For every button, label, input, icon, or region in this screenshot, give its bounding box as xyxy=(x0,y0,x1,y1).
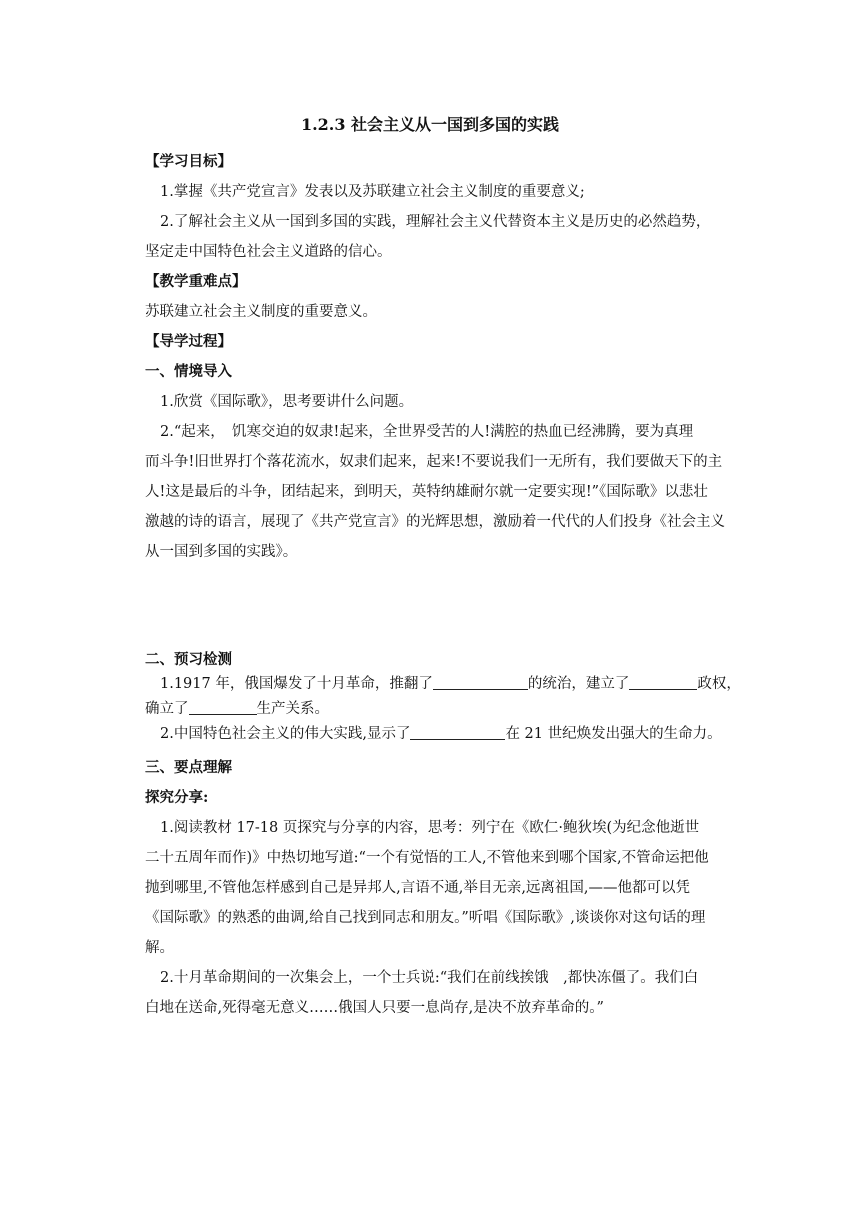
intro-item-2-line-4: 激越的诗的语言，展现了《共产党宣言》的光辉思想，激励着一代代的人们投身《社会主义 xyxy=(145,514,725,530)
document-body xyxy=(145,147,745,1023)
intro-item-2-line-1: 2.“起来， 饥寒交迫的奴隶!起来，全世界受苦的人!满腔的热血已经沸腾，要为真理 xyxy=(160,424,694,440)
key-points-text: 苏联建立社会主义制度的重要意义。 xyxy=(145,304,377,320)
preview-item-2 xyxy=(145,722,745,747)
answer-blank-1[interactable] xyxy=(433,675,528,690)
explore-item-2-line-1: 2.十月革命期间的一次集会上，一个士兵说:“我们在前线挨饿 ,都快冻僵了。我们白 xyxy=(160,970,699,986)
explore-item-1-line-3: 抛到哪里,不管他怎样感到自己是异邦人,言语不通,举目无亲,远离祖国,——他都可以凭 xyxy=(145,880,691,896)
intro-item-2-line-2: 而斗争!旧世界打个落花流水，奴隶们起来，起来!不要说我们一无所有，我们要做天下的主 xyxy=(145,454,723,470)
goal-item-1: 1.掌握《共产党宣言》发表以及苏联建立社会主义制度的重要意义; xyxy=(160,184,585,200)
intro-item-2-line-3: 人!这是最后的斗争，团结起来，到明天，英特纳雄耐尔就一定要实现!”《国际歌》以悲壮 xyxy=(145,484,708,500)
intro-item-1: 1.欣赏《国际歌》，思考要讲什么问题。 xyxy=(160,394,414,410)
preview-item-1-line-1 xyxy=(145,672,745,697)
intro-heading: 一、情境导入 xyxy=(145,363,232,380)
explore-item-2-line-2: 白地在送命,死得毫无意义……俄国人只要一息尚存,是决不放弃革命的。” xyxy=(145,1000,604,1016)
preview-item-2-text-b: 在 21 世纪焕发出强大的生命力。 xyxy=(505,726,722,742)
intro-item-2-line-5: 从一国到多国的实践》。 xyxy=(145,544,298,560)
document-title: 1.2.3 社会主义从一国到多国的实践 xyxy=(300,115,560,134)
preview-item-1-text-d: 确立了 xyxy=(145,701,189,717)
answer-blank-3[interactable] xyxy=(189,700,257,715)
explore-item-1-line-5: 解。 xyxy=(145,940,174,956)
process-heading: 【导学过程】 xyxy=(145,333,232,350)
explore-item-1-line-1: 1.阅读教材 17-18 页探究与分享的内容，思考：列宁在《欧仁·鲍狄埃(为纪念他逝世 xyxy=(160,820,700,836)
preview-item-1-text-e: 生产关系。 xyxy=(256,701,329,717)
preview-item-1-line-2 xyxy=(145,697,745,722)
answer-blank-4[interactable] xyxy=(410,725,505,740)
goals-heading: 【学习目标】 xyxy=(145,153,232,170)
explore-item-1-line-4: 《国际歌》的熟悉的曲调,给自己找到同志和朋友。”听唱《国际歌》,谈谈你对这句话的理 xyxy=(145,910,706,926)
preview-item-1-text-a: 1.1917 年，俄国爆发了十月革命，推翻了 xyxy=(160,676,433,692)
goal-item-2-line-2: 坚定走中国特色社会主义道路的信心。 xyxy=(145,244,392,260)
explore-heading: 探究分享: xyxy=(145,789,209,806)
goal-item-2-line-1: 2.了解社会主义从一国到多国的实践，理解社会主义代替资本主义是历史的必然趋势， xyxy=(160,214,711,230)
preview-heading: 二、预习检测 xyxy=(145,651,232,668)
preview-item-1-text-c: 政权， xyxy=(697,676,741,692)
preview-item-1-text-b: 的统治，建立了 xyxy=(527,676,630,692)
preview-item-2-text-a: 2.中国特色社会主义的伟大实践,显示了 xyxy=(160,726,411,742)
points-heading: 三、要点理解 xyxy=(145,759,232,776)
explore-item-1-line-2: 二十五周年而作)》中热切地写道:“一个有觉悟的工人,不管他来到哪个国家,不管命运把他 xyxy=(145,850,709,866)
answer-blank-2[interactable] xyxy=(629,675,697,690)
key-points-heading: 【教学重难点】 xyxy=(145,273,247,290)
spacer xyxy=(145,567,745,647)
